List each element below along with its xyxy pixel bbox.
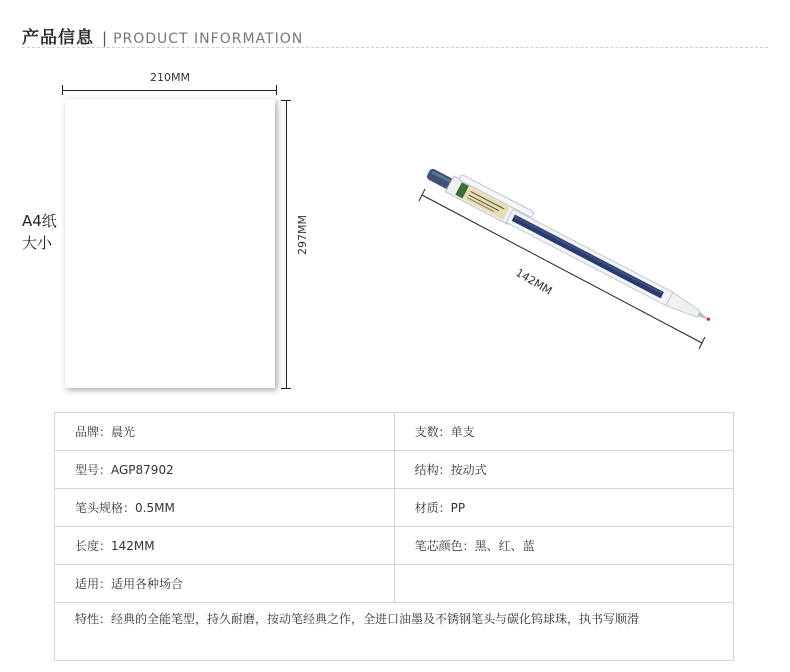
table-row [55, 413, 734, 451]
pen-dimension-line [422, 195, 702, 343]
width-dimension-line [63, 90, 277, 91]
spec-length: 长度：142MM [55, 527, 395, 565]
table-row [55, 489, 734, 527]
width-dimension-cap-right [276, 85, 277, 95]
page-title-en: PRODUCT INFORMATION [113, 31, 304, 47]
a4-paper-illustration [65, 99, 275, 388]
spec-table [54, 412, 734, 661]
header [22, 23, 303, 47]
header-divider [22, 47, 768, 48]
pen-body [424, 160, 716, 327]
spec-count: 支数：单支 [394, 413, 733, 451]
width-dimension-cap-left [62, 85, 63, 95]
table-row [55, 451, 734, 489]
spec-ink-colors: 笔芯颜色：黑、红、蓝 [394, 527, 733, 565]
table-row [55, 527, 734, 565]
height-dimension-cap-bottom [281, 388, 291, 389]
spec-material: 材质：PP [394, 489, 733, 527]
height-dimension-cap-top [281, 100, 291, 101]
width-dimension-label: 210MM [150, 71, 190, 84]
pen-dimension-cap-end [699, 337, 705, 349]
spec-structure: 结构：按动式 [394, 451, 733, 489]
a4-caption-line2: 大小 [22, 234, 53, 252]
spec-brand: 品牌：晨光 [55, 413, 395, 451]
a4-caption-line1: A4纸 [22, 212, 57, 230]
pen-dimension-cap-start [419, 189, 425, 201]
table-row [55, 603, 734, 661]
table-row [55, 565, 734, 603]
height-dimension-label: 297MM [296, 215, 309, 255]
title-separator: | [102, 29, 108, 47]
spec-tip-size: 笔头规格：0.5MM [55, 489, 395, 527]
spec-feature: 特性：经典的全能笔型，持久耐磨，按动笔经典之作，全进口油墨及不锈钢笔头与碳化钨球珠，执书写顺滑 [55, 603, 734, 661]
spec-usage: 适用：适用各种场合 [55, 565, 395, 603]
spec-empty-cell [394, 565, 733, 603]
height-dimension-line [286, 100, 287, 388]
a4-caption [22, 210, 57, 254]
pen-length-label: 142MM [513, 266, 555, 298]
pen-illustration [405, 150, 735, 360]
page-title-cn: 产品信息 [22, 28, 94, 48]
spec-model: 型号：AGP87902 [55, 451, 395, 489]
